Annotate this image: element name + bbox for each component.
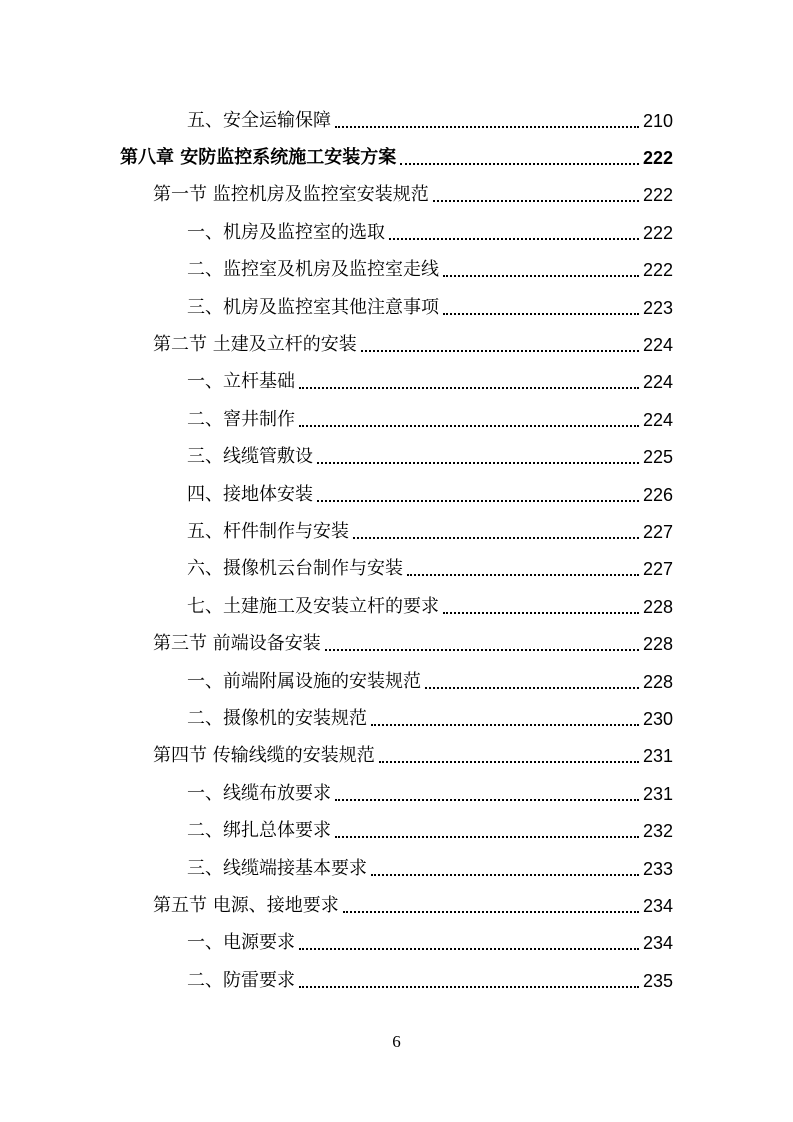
dot-leader [407, 574, 639, 576]
dot-leader [389, 238, 639, 240]
toc-entry-page: 228 [642, 634, 673, 655]
toc-entry-page: 222 [642, 148, 673, 169]
toc-entry-page: 225 [642, 447, 673, 468]
toc-entry-line [187, 109, 793, 133]
toc-entry[interactable] [0, 139, 793, 176]
dot-leader [361, 350, 639, 352]
toc-entry-title: 一、线缆布放要求 [187, 782, 331, 804]
toc-entry-page: 227 [642, 559, 673, 580]
toc-entry-page: 233 [642, 858, 673, 879]
toc-entry-page: 234 [642, 933, 673, 954]
toc-entry[interactable] [0, 925, 793, 962]
dot-leader [299, 425, 639, 427]
toc-entry-title: 第四节 传输线缆的安装规范 [153, 745, 375, 767]
toc-entry-page: 231 [642, 783, 673, 804]
toc-entry-title: 五、安全运输保障 [187, 109, 331, 131]
toc-entry-page: 228 [642, 671, 673, 692]
toc-entry-line [187, 221, 793, 245]
toc-entry-line [153, 744, 793, 768]
toc-entry[interactable] [0, 513, 793, 550]
toc-entry[interactable] [0, 252, 793, 289]
toc-entry-title: 一、机房及监控室的选取 [187, 221, 385, 243]
toc-entry-title: 二、摄像机的安装规范 [187, 707, 367, 729]
toc-entry[interactable] [0, 775, 793, 812]
toc-entry-line [187, 595, 793, 619]
table-of-contents [0, 102, 793, 999]
toc-entry[interactable] [0, 887, 793, 924]
toc-entry[interactable] [0, 177, 793, 214]
dot-leader [443, 612, 639, 614]
toc-entry-line [187, 445, 793, 469]
toc-entry-page: 231 [642, 746, 673, 767]
toc-entry-title: 三、机房及监控室其他注意事项 [187, 296, 439, 318]
toc-entry-title: 二、防雷要求 [187, 969, 295, 991]
toc-entry-line [187, 483, 793, 507]
toc-entry-title: 一、前端附属设施的安装规范 [187, 670, 421, 692]
toc-entry-page: 226 [642, 484, 673, 505]
toc-entry[interactable] [0, 439, 793, 476]
toc-entry-line [187, 857, 793, 881]
toc-entry-title: 二、监控室及机房及监控室走线 [187, 259, 439, 281]
toc-entry-page: 227 [642, 521, 673, 542]
toc-entry-title: 第五节 电源、接地要求 [153, 894, 339, 916]
toc-entry-line [187, 520, 793, 544]
toc-entry[interactable] [0, 700, 793, 737]
dot-leader [335, 836, 639, 838]
toc-entry[interactable] [0, 738, 793, 775]
dot-leader [325, 649, 639, 651]
toc-entry-page: 234 [642, 895, 673, 916]
toc-entry-title: 第二节 土建及立杆的安装 [153, 334, 357, 356]
dot-leader [299, 986, 639, 988]
toc-entry-title: 三、线缆端接基本要求 [187, 857, 367, 879]
toc-entry-line [153, 333, 793, 357]
toc-entry[interactable] [0, 289, 793, 326]
toc-entry-title: 一、电源要求 [187, 932, 295, 954]
toc-entry-line [187, 670, 793, 694]
toc-entry-title: 二、窨井制作 [187, 408, 295, 430]
toc-entry-line [187, 819, 793, 843]
toc-entry-page: 222 [642, 222, 673, 243]
toc-entry[interactable] [0, 476, 793, 513]
toc-entry-line [153, 183, 793, 207]
toc-entry-title: 一、立杆基础 [187, 371, 295, 393]
toc-entry-line [153, 632, 793, 656]
toc-entry-page: 223 [642, 297, 673, 318]
toc-entry-page: 224 [642, 409, 673, 430]
toc-entry[interactable] [0, 625, 793, 662]
toc-entry-page: 222 [642, 260, 673, 281]
toc-entry-page: 228 [642, 596, 673, 617]
toc-entry[interactable] [0, 102, 793, 139]
dot-leader [425, 687, 639, 689]
dot-leader [335, 126, 639, 128]
dot-leader [433, 200, 639, 202]
toc-entry-page: 224 [642, 372, 673, 393]
dot-leader [317, 500, 639, 502]
toc-entry-line [187, 782, 793, 806]
toc-entry[interactable] [0, 962, 793, 999]
dot-leader [379, 761, 639, 763]
dot-leader [299, 948, 639, 950]
toc-entry[interactable] [0, 551, 793, 588]
toc-entry-title: 三、线缆管敷设 [187, 446, 313, 468]
toc-entry-line [187, 557, 793, 581]
toc-entry[interactable] [0, 663, 793, 700]
toc-entry[interactable] [0, 364, 793, 401]
toc-entry-line [187, 408, 793, 432]
toc-entry-page: 222 [642, 185, 673, 206]
toc-entry-line [187, 969, 793, 993]
toc-entry-title: 六、摄像机云台制作与安装 [187, 558, 403, 580]
toc-entry[interactable] [0, 850, 793, 887]
toc-entry-title: 四、接地体安装 [187, 483, 313, 505]
dot-leader [317, 462, 639, 464]
toc-entry[interactable] [0, 812, 793, 849]
toc-entry-title: 五、杆件制作与安装 [187, 520, 349, 542]
toc-entry-line [153, 894, 793, 918]
dot-leader [400, 163, 639, 165]
toc-entry-page: 230 [642, 708, 673, 729]
page-number: 6 [392, 1032, 401, 1051]
toc-entry-line [187, 370, 793, 394]
dot-leader [371, 724, 639, 726]
toc-entry-page: 232 [642, 821, 673, 842]
dot-leader [443, 313, 639, 315]
dot-leader [353, 537, 639, 539]
toc-entry-page: 224 [642, 335, 673, 356]
dot-leader [299, 387, 639, 389]
dot-leader [443, 275, 639, 277]
toc-entry[interactable] [0, 214, 793, 251]
toc-entry[interactable] [0, 401, 793, 438]
toc-entry-page: 210 [642, 110, 673, 131]
dot-leader [371, 874, 639, 876]
dot-leader [335, 799, 639, 801]
toc-entry-line [187, 931, 793, 955]
toc-entry-title: 七、土建施工及安装立杆的要求 [187, 595, 439, 617]
toc-entry[interactable] [0, 588, 793, 625]
toc-entry-line [187, 707, 793, 731]
toc-entry-page: 235 [642, 970, 673, 991]
toc-entry-line [187, 296, 793, 320]
toc-entry-title: 第八章 安防监控系统施工安装方案 [120, 147, 397, 169]
toc-entry-title: 第一节 监控机房及监控室安装规范 [153, 184, 429, 206]
toc-entry[interactable] [0, 326, 793, 363]
toc-entry-title: 第三节 前端设备安装 [153, 633, 321, 655]
toc-entry-title: 二、绑扎总体要求 [187, 820, 331, 842]
dot-leader [343, 911, 639, 913]
toc-entry-line [120, 146, 793, 170]
toc-entry-line [187, 258, 793, 282]
